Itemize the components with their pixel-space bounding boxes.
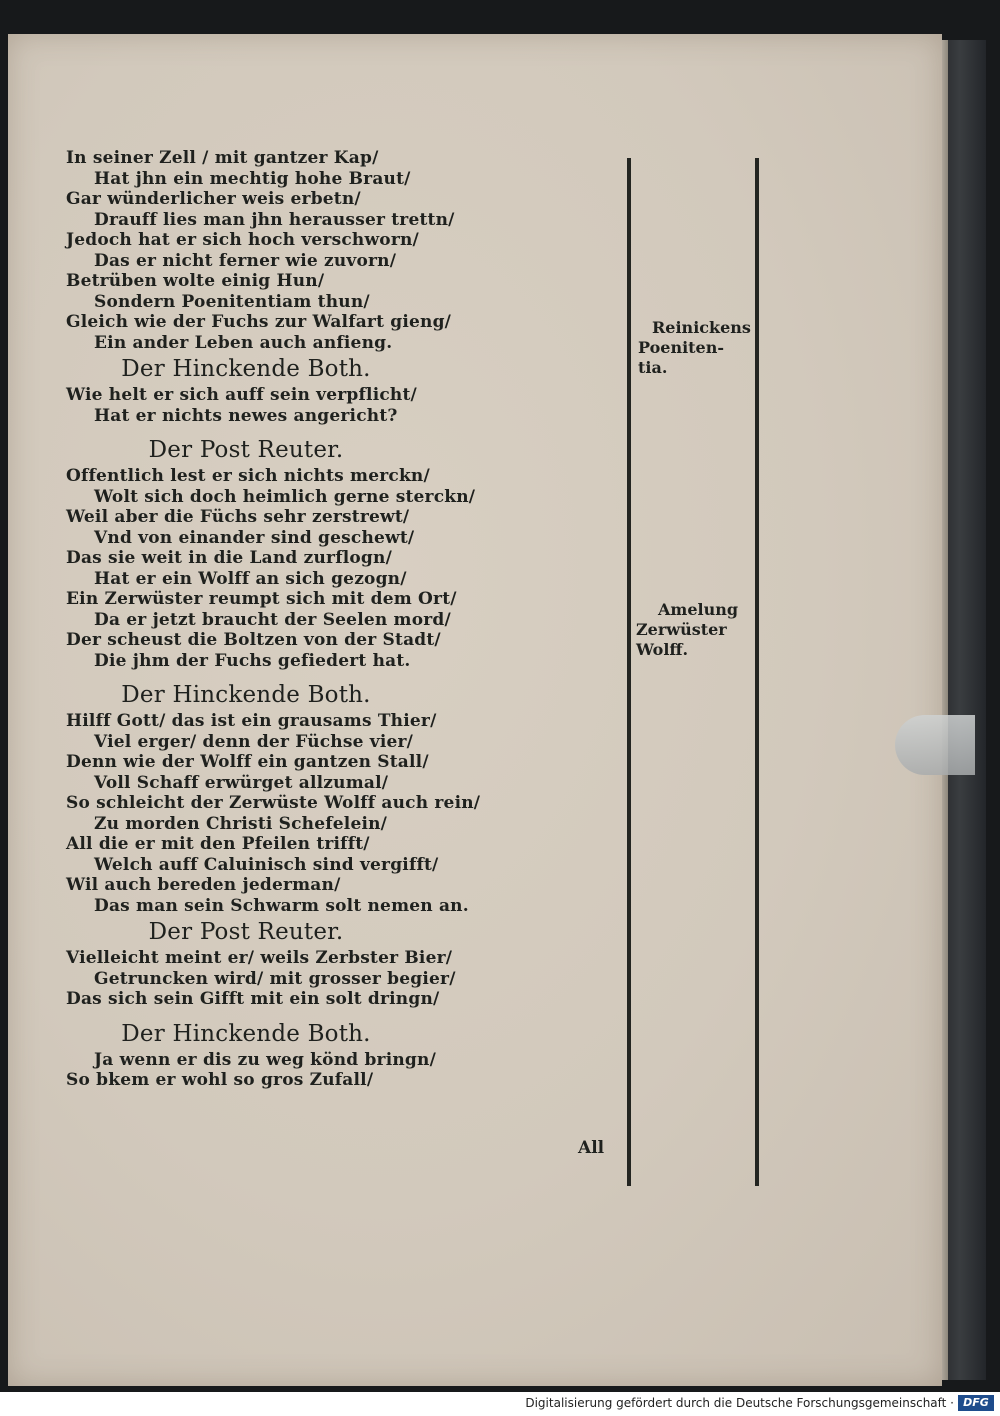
speaker-heading: Der Hinckende Both.	[121, 682, 371, 708]
verse-line: Wolt sich doch heimlich gerne sterckn/	[94, 486, 476, 507]
speaker-heading: Der Post Reuter.	[148, 437, 344, 463]
speaker-heading: Der Hinckende Both.	[121, 1020, 371, 1047]
margin-rule-left	[627, 158, 631, 1186]
verse-line: Getruncken wird/ mit grosser begier/	[94, 968, 456, 989]
verse-line: In seiner Zell / mit gantzer Kap/	[66, 148, 379, 168]
verse-text-block	[66, 148, 486, 1091]
verse-line: Wil auch bereden jederman/	[66, 875, 341, 895]
verse-line: Die jhm der Fuchs gefiedert hat.	[94, 650, 411, 671]
margin-note-line: Amelung	[658, 600, 739, 619]
margin-note-line: Wolff.	[636, 640, 689, 659]
verse-line: Vnd von einander sind geschewt/	[94, 527, 415, 548]
verse-line: So schleicht der Zerwüste Wolff auch rein/	[66, 793, 481, 813]
verse-line: Gar wünderlicher weis erbetn/	[66, 189, 361, 209]
verse-line: Gleich wie der Fuchs zur Walfart gieng/	[66, 312, 452, 332]
verse-line: Offentlich lest er sich nichts merckn/	[66, 466, 430, 486]
margin-note-line: Reinickens	[652, 318, 751, 337]
dfg-logo[interactable]: DFG	[958, 1395, 994, 1411]
speaker-heading: Der Post Reuter.	[148, 919, 344, 945]
verse-line: Drauff lies man jhn herausser trettn/	[94, 209, 455, 230]
margin-note-line: Zerwüster	[636, 620, 727, 639]
footer-bar	[0, 1392, 1000, 1416]
verse-line: Vielleicht meint er/ weils Zerbster Bier/	[66, 948, 453, 968]
margin-rule-right	[755, 158, 759, 1186]
verse-line: Hat er nichts newes angericht?	[94, 405, 398, 426]
verse-line: Denn wie der Wolff ein gantzen Stall/	[66, 752, 429, 772]
margin-note-reinickens	[638, 318, 751, 378]
verse-line: Ein ander Leben auch anfieng.	[94, 332, 393, 353]
verse-line: Jedoch hat er sich hoch verschworn/	[66, 230, 419, 250]
verse-line: Zu morden Christi Schefelein/	[94, 813, 388, 834]
verse-line: Hilff Gott/ das ist ein grausams Thier/	[66, 711, 437, 731]
verse-line: Das sie weit in die Land zurflogn/	[66, 548, 392, 568]
margin-note-line: tia.	[638, 358, 668, 377]
verse-line: Das man sein Schwarm solt nemen an.	[94, 895, 469, 916]
verse-line: Sondern Poenitentiam thun/	[94, 291, 370, 312]
verse-line: Viel erger/ denn der Füchse vier/	[94, 731, 414, 752]
verse-line: Voll Schaff erwürget allzumal/	[94, 772, 389, 793]
margin-note-amelung	[636, 600, 739, 660]
margin-note-line: Poeniten-	[638, 338, 725, 357]
funding-credit: Digitalisierung gefördert durch die Deutsche Forschungsgemeinschaft ·	[525, 1396, 954, 1410]
book-cover-edge	[942, 40, 986, 1380]
verse-line: Hat er ein Wolff an sich gezogn/	[94, 568, 407, 589]
verse-line: So bkem er wohl so gros Zufall/	[66, 1070, 374, 1090]
verse-line: Ja wenn er dis zu weg könd bringn/	[94, 1049, 436, 1070]
verse-line: Hat jhn ein mechtig hohe Braut/	[94, 168, 411, 189]
verse-line: Ein Zerwüster reumpt sich mit dem Ort/	[66, 589, 457, 609]
verse-line: Betrüben wolte einig Hun/	[66, 271, 325, 291]
speaker-heading: Der Hinckende Both.	[121, 356, 371, 382]
verse-line: Welch auff Caluinisch sind vergifft/	[94, 854, 439, 875]
verse-line: Das sich sein Gifft mit ein solt dringn/	[66, 989, 440, 1009]
verse-line: Weil aber die Füchs sehr zerstrewt/	[66, 507, 410, 527]
catchword: All	[578, 1138, 605, 1158]
verse-line: Da er jetzt braucht der Seelen mord/	[94, 609, 451, 630]
page-clip	[895, 715, 975, 775]
verse-line: Das er nicht ferner wie zuvorn/	[94, 250, 397, 271]
verse-line: Der scheust die Boltzen von der Stadt/	[66, 630, 441, 650]
verse-line: Wie helt er sich auff sein verpflicht/	[66, 385, 417, 405]
verse-line: All die er mit den Pfeilen trifft/	[66, 834, 370, 854]
